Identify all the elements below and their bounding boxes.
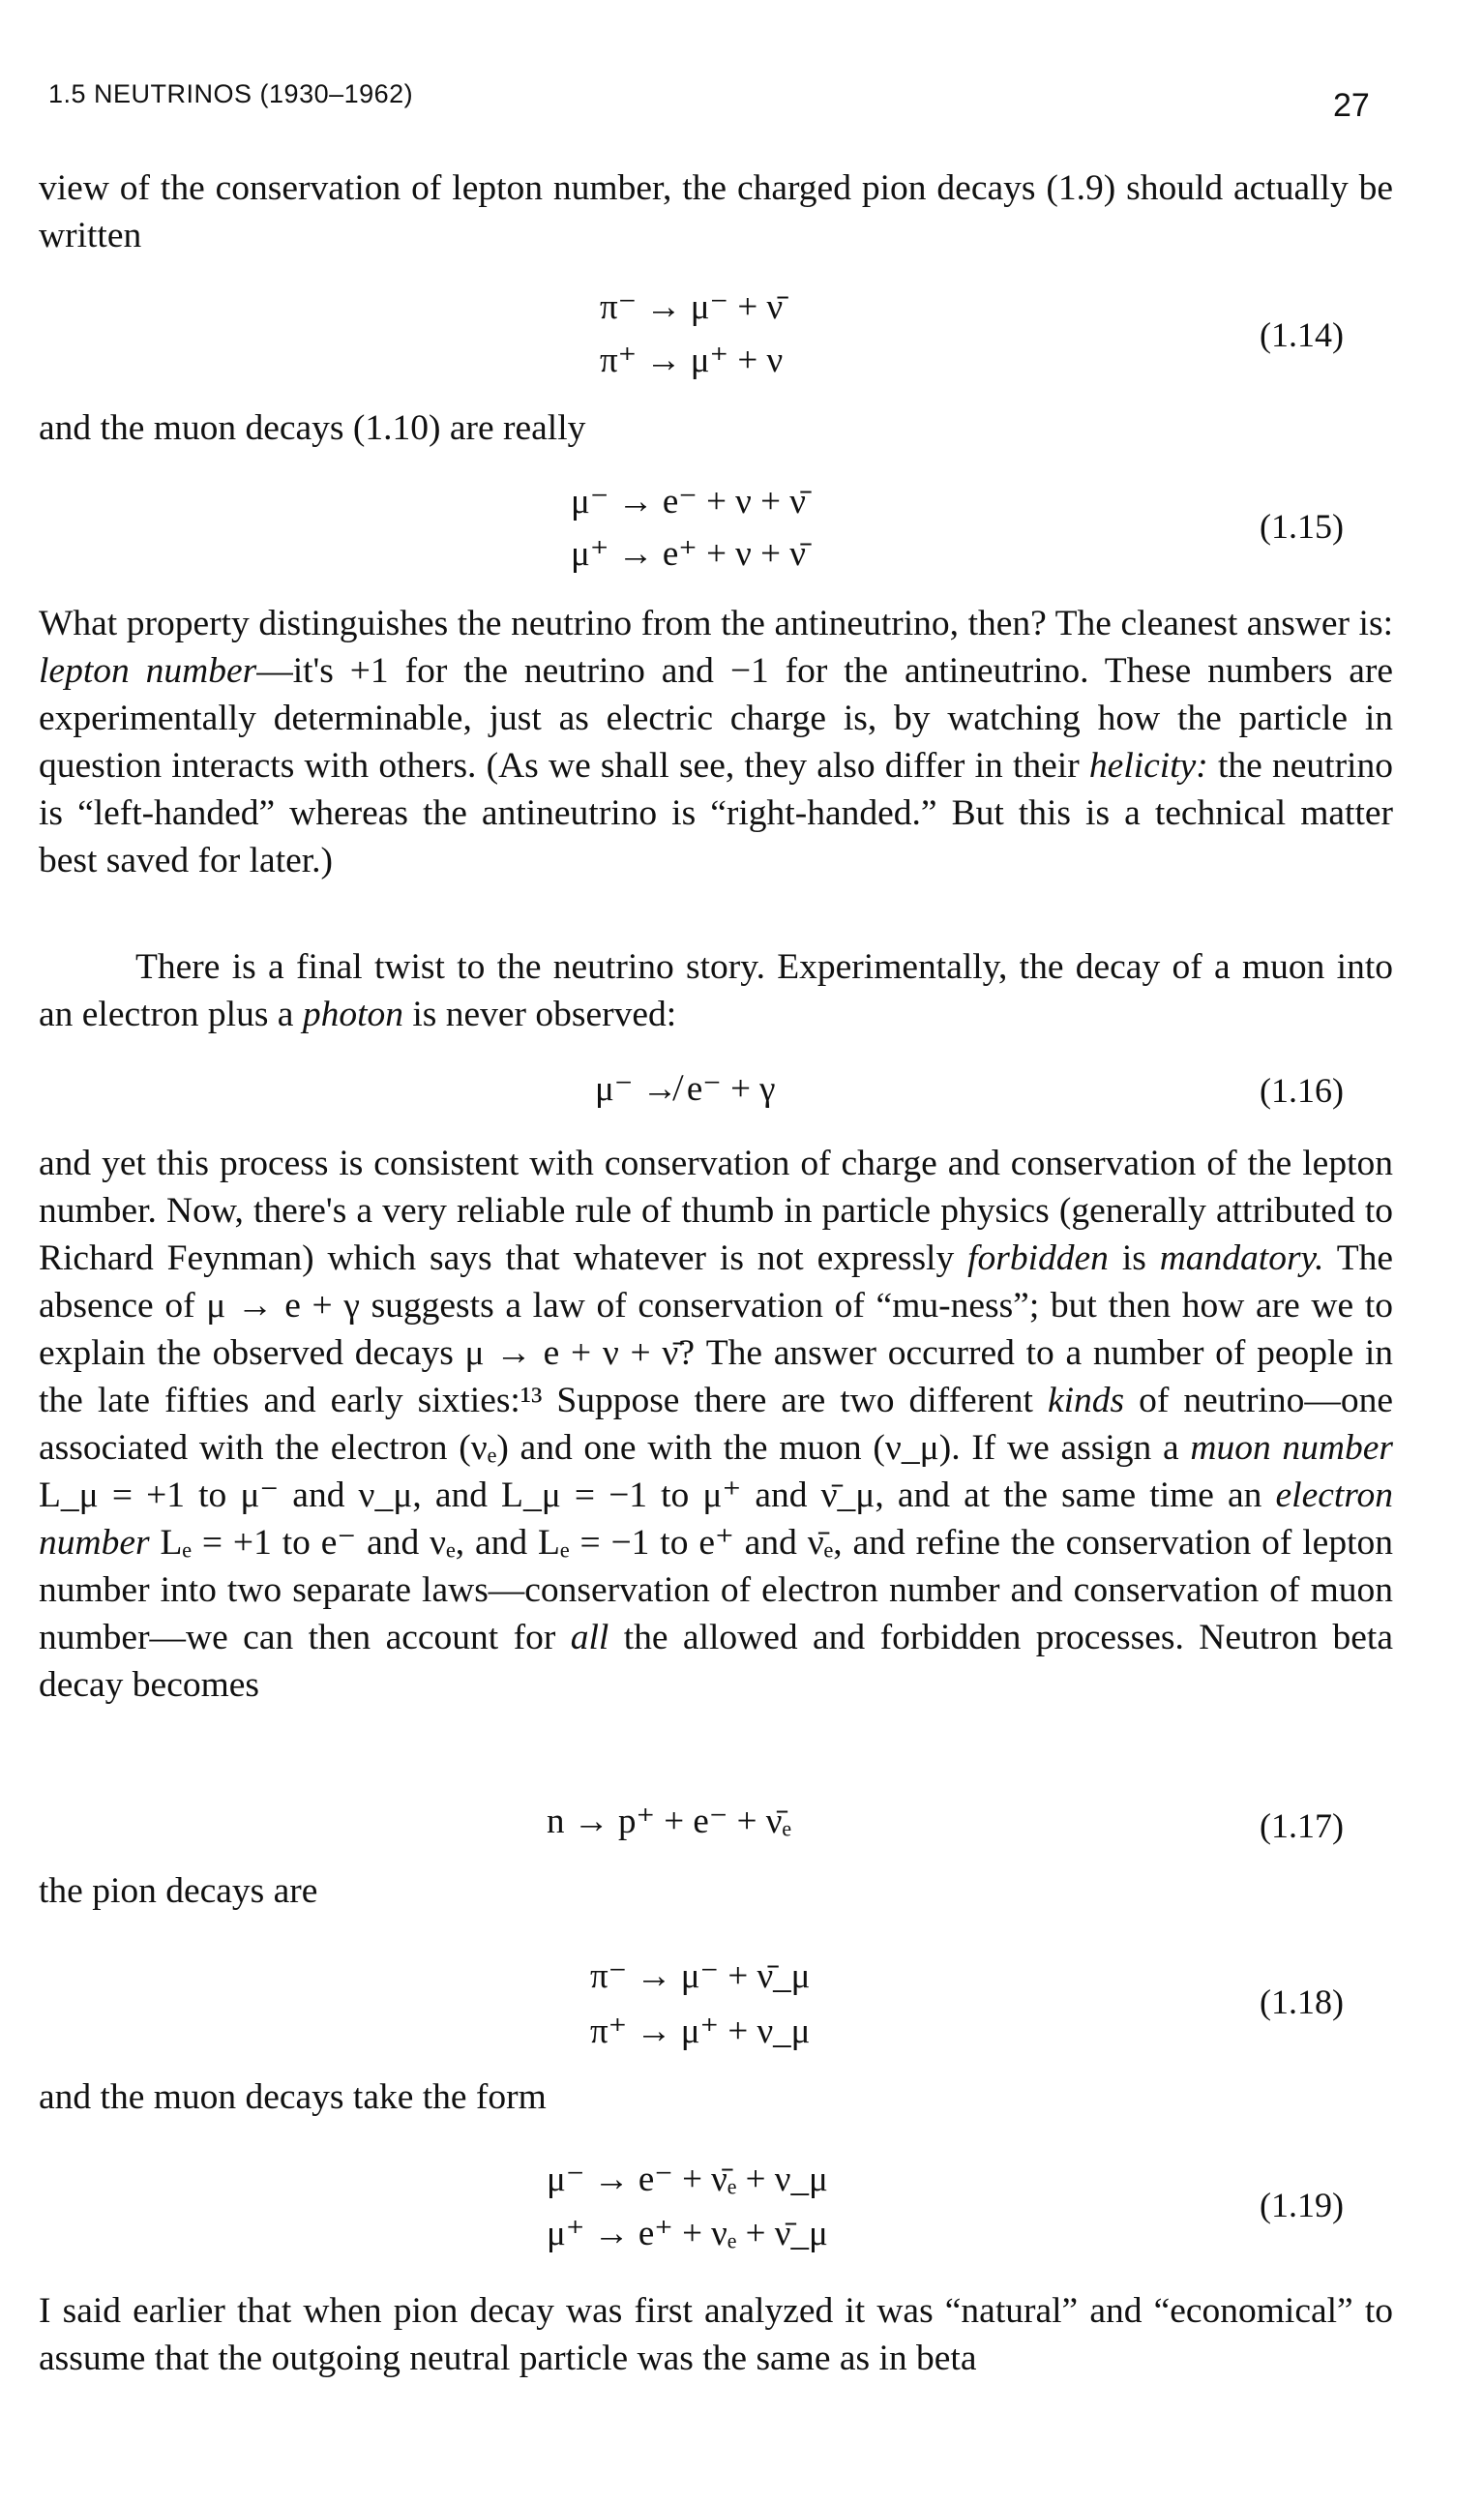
emphasis-all: all xyxy=(570,1618,609,1657)
paragraph-4 xyxy=(39,943,1393,1038)
equation-number-1-16: (1.16) xyxy=(1260,1071,1344,1110)
emphasis-electron-number: electron number xyxy=(39,1476,1393,1563)
paragraph-5-text-3: The absence of μ → e + γ suggests a law of conservation of “mu-ness”; but then how are we to explain the observed decays μ → e + ν + ν̄? The answer occurred to a number of people in the late fifties and early sixties:¹³ Suppose there are two different xyxy=(39,1238,1394,1420)
equation-number-1-18: (1.18) xyxy=(1260,1982,1344,2021)
paragraph-5-text-1: and yet this process is consistent with conservation of charge and conservation of the lepton number. Now, there's a very reliable rule of thumb in particle physics (generally attributed to Richard Feynman) which says that whatever is not expressly xyxy=(39,1144,1393,1278)
paragraph-4-text-2: is never observed: xyxy=(402,995,677,1034)
paragraph-2: and the muon decays (1.10) are really xyxy=(39,408,586,448)
equation-1-18-line-1: π⁻ → μ⁻ + ν̄_μ xyxy=(590,1956,811,1996)
equation-1-18-line-2: π⁺ → μ⁺ + ν_μ xyxy=(590,2012,811,2051)
paragraph-1: view of the conservation of lepton number, the charged pion decays (1.9) should actually be written xyxy=(39,168,1393,255)
emphasis-helicity: helicity: xyxy=(1088,746,1208,786)
equation-1-15-line-2: μ⁺ → e⁺ + ν + ν̄ xyxy=(571,534,807,574)
equation-1-16: μ⁻ ↛ e⁻ + γ xyxy=(595,1069,776,1109)
running-header-section: 1.5 NEUTRINOS (1930–1962) xyxy=(48,79,414,108)
equation-1-14-line-2: π⁺ → μ⁺ + ν xyxy=(600,341,784,380)
page-number: 27 xyxy=(1333,87,1370,124)
equation-number-1-14: (1.14) xyxy=(1260,315,1344,354)
paragraph-5 xyxy=(39,1140,1393,1709)
paragraph-5-text-2: is xyxy=(1108,1238,1160,1278)
paragraph-3 xyxy=(39,600,1393,884)
paragraph-3-text-2: —it's +1 for the neutrino and −1 for the antineutrino. These numbers are experimentally determinable, just as electric charge is, by watching how the particle in question interacts with others. (As we shall see, they also differ in their xyxy=(39,651,1393,786)
paragraph-5-text-5: L_μ = +1 to μ⁻ and ν_μ, and L_μ = −1 to μ⁺ and ν̄_μ, and at the same time an xyxy=(39,1476,1276,1515)
paragraph-5-text-6: Lₑ = +1 to e⁻ and νₑ, and Lₑ = −1 to e⁺ and ν̄ₑ, and refine the conservation of lepton number into two separate laws—conservation of electron number and conservation of muon number—we can then account for xyxy=(39,1523,1393,1657)
emphasis-mandatory: mandatory. xyxy=(1159,1238,1324,1278)
emphasis-photon: photon xyxy=(302,995,403,1034)
equation-number-1-15: (1.15) xyxy=(1260,507,1344,546)
paragraph-8: I said earlier that when pion decay was first analyzed it was “natural” and “economical” to assume that the outgoing neutral particle was the same as in beta xyxy=(39,2291,1393,2378)
paragraph-3-text-1: What property distinguishes the neutrino from the antineutrino, then? The cleanest answer is: xyxy=(39,604,1393,643)
equation-1-17: n → p⁺ + e⁻ + ν̄ₑ xyxy=(547,1802,791,1841)
emphasis-kinds: kinds xyxy=(1047,1381,1125,1420)
equation-number-1-17: (1.17) xyxy=(1260,1806,1344,1845)
paragraph-5-text-4: of neutrino—one associated with the electron (νₑ) and one with the muon (ν_μ). If we assign a xyxy=(39,1381,1393,1468)
equation-1-19-line-2: μ⁺ → e⁺ + νₑ + ν̄_μ xyxy=(547,2214,828,2253)
paragraph-4-text-1: There is a final twist to the neutrino story. Experimentally, the decay of a muon into an electron plus a xyxy=(39,947,1393,1034)
equation-1-15-line-1: μ⁻ → e⁻ + ν + ν̄ xyxy=(571,482,807,522)
emphasis-muon-number: muon number xyxy=(1190,1428,1393,1468)
paragraph-7: and the muon decays take the form xyxy=(39,2077,547,2117)
equation-1-14-line-1: π⁻ → μ⁻ + ν̄ xyxy=(600,287,784,327)
paragraph-6: the pion decays are xyxy=(39,1871,318,1911)
paragraph-3-text-3: the neutrino is “left-handed” whereas the antineutrino is “right-handed.” But this is a technical matter best saved for later.) xyxy=(39,746,1393,880)
paragraph-5-text-7: the allowed and forbidden processes. Neutron beta decay becomes xyxy=(39,1618,1393,1705)
equation-number-1-19: (1.19) xyxy=(1260,2186,1344,2224)
emphasis-forbidden: forbidden xyxy=(967,1238,1109,1278)
equation-1-19-line-1: μ⁻ → e⁻ + ν̄ₑ + ν_μ xyxy=(547,2160,828,2199)
emphasis-lepton-number: lepton number xyxy=(39,651,257,691)
